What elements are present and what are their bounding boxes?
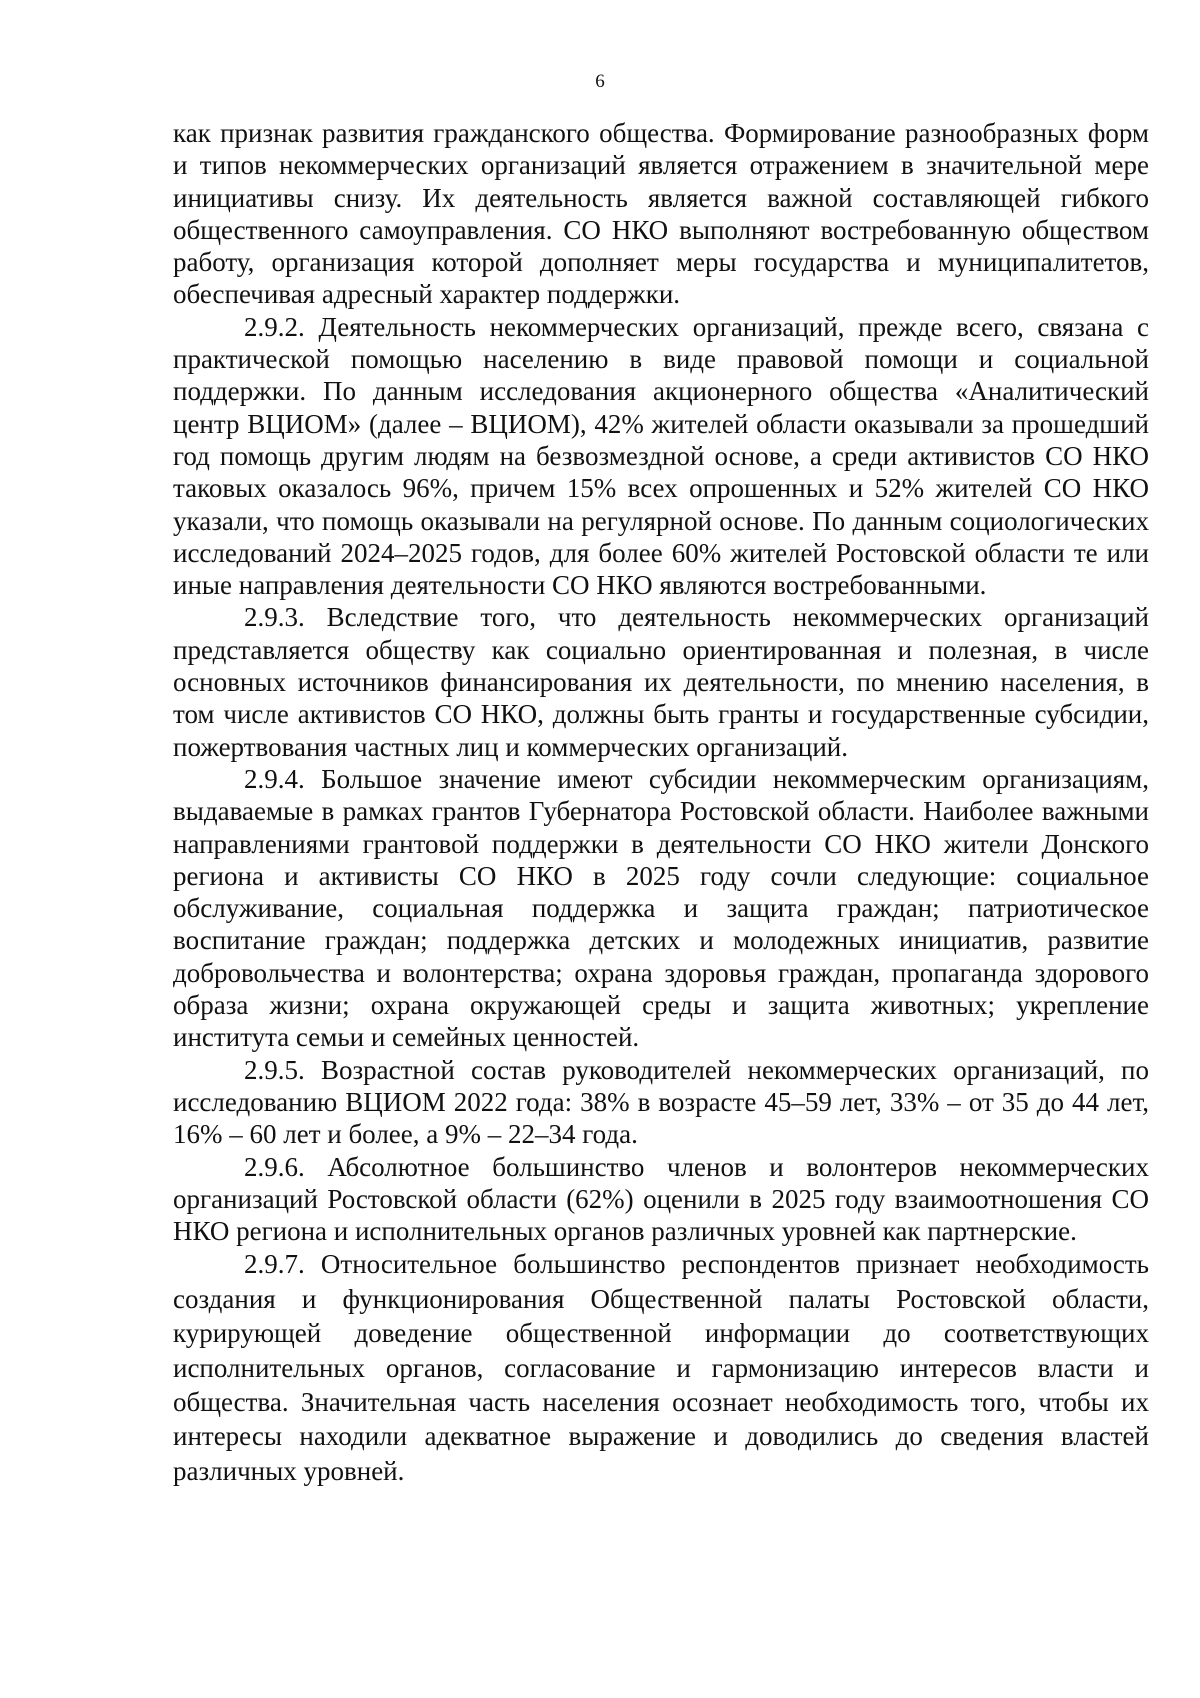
paragraph-2-9-2: 2.9.2. Деятельность некоммерческих организаций, прежде всего, связана с практической помощью населению в виде правовой помощи и социальной поддержки. По данным исследования акционерного общества «Аналитический центр ВЦИОМ» (далее – ВЦИОМ), 42% жителей области оказывали за прошедший год помощь другим людям на безвозмездной основе, а среди активистов СО НКО таковых оказалось 96%, причем 15% всех опрошенных и 52% жителей СО НКО указали, что помощь оказывали на регулярной основе. По данным социологических исследований 2024–2025 годов, для более 60% жителей Ростовской области те или иные направления деятельности СО НКО являются востребованными. (173, 311, 1149, 601)
paragraph-2-9-7: 2.9.7. Относительное большинство респондентов признает необходимость создания и функционирования Общественной палаты Ростовской области, курирующей доведение общественной информации до соответствующих исполнительных органов, согласование и гармонизацию интересов власти и общества. Значительная часть населения осознает необходимость того, чтобы их интересы находили адекватное выражение и доводились до сведения властей различных уровней. (173, 1249, 1149, 1486)
document-body (173, 117, 1149, 1488)
paragraph-2-9-4: 2.9.4. Большое значение имеют субсидии некоммерческим организациям, выдаваемые в рамках грантов Губернатора Ростовской области. Наиболее важными направлениями грантовой поддержки в деятельности СО НКО жители Донского региона и активисты СО НКО в 2025 году сочли следующие: социальное обслуживание, социальная поддержка и защита граждан; патриотическое воспитание граждан; поддержка детских и молодежных инициатив, развитие добровольчества и волонтерства; охрана здоровья граждан, пропаганда здорового образа жизни; охрана окружающей среды и защита животных; укрепление института семьи и семейных ценностей. (173, 763, 1149, 1053)
paragraph-continuation: как признак развития гражданского общества. Формирование разнообразных форм и типов некоммерческих организаций является отражением в значительной мере инициативы снизу. Их деятельность является важной составляющей гибкого общественного самоуправления. СО НКО выполняют востребованную обществом работу, организация которой дополняет меры государства и муниципалитетов, обеспечивая адресный характер поддержки. (173, 118, 1149, 310)
paragraph-2-9-6: 2.9.6. Абсолютное большинство членов и волонтеров некоммерческих организаций Ростовской области (62%) оценили в 2025 году взаимоотношения СО НКО региона и исполнительных органов различных уровней как партнерские. (173, 1151, 1149, 1247)
paragraph-2-9-5: 2.9.5. Возрастной состав руководителей некоммерческих организаций, по исследованию ВЦИОМ 2022 года: 38% в возрасте 45–59 лет, 33% – от 35 до 44 лет, 16% – 60 лет и более, а 9% – 22–34 года. (173, 1054, 1149, 1150)
page-number: 6 (595, 71, 605, 92)
paragraph-2-9-3: 2.9.3. Вследствие того, что деятельность некоммерческих организаций представляется обществу как социально ориентированная и полезная, в числе основных источников финансирования их деятельности, по мнению населения, в том числе активистов СО НКО, должны быть гранты и государственные субсидии, пожертвования частных лиц и коммерческих организаций. (173, 602, 1149, 762)
